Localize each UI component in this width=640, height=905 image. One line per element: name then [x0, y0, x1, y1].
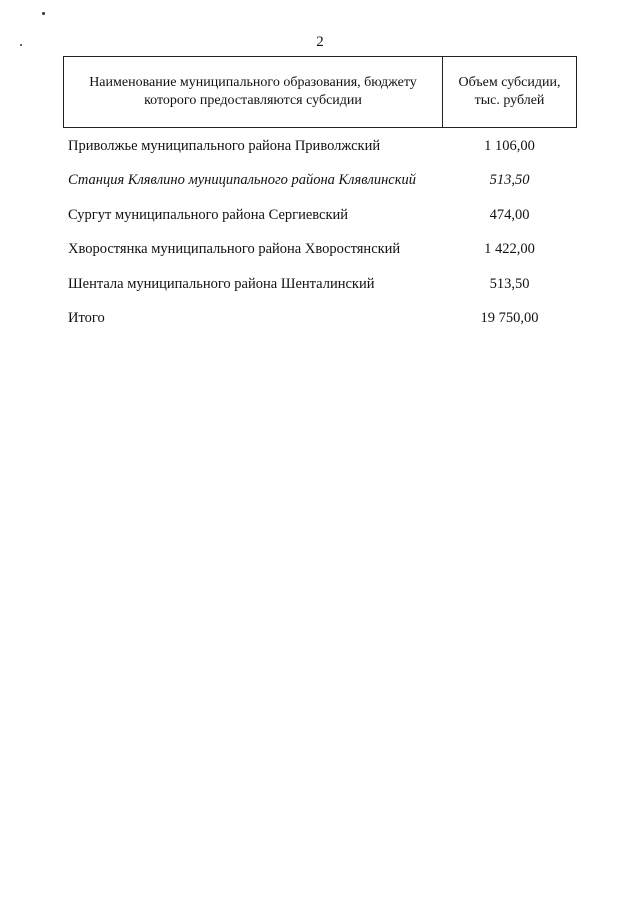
row-name: Приволжье муниципального района Приволжский [68, 137, 381, 154]
total-label: Итого [68, 310, 105, 327]
row-name: Станция Клявлино муниципального района Клявлинский [68, 172, 417, 189]
total-amount: 19 750,00 [480, 310, 539, 327]
table-row [68, 198, 577, 233]
column-header-amount: Объем субсидии, тыс. рублей [458, 75, 561, 108]
table-body [68, 129, 577, 336]
table-row [68, 129, 577, 164]
table-row-total [68, 302, 577, 337]
table-row [68, 267, 577, 302]
row-name: Хворостянка муниципального района Хворостянский [68, 241, 401, 258]
row-name: Сургут муниципального района Сергиевский [68, 206, 349, 223]
row-amount: 1 106,00 [484, 137, 535, 154]
row-amount: 513,50 [489, 275, 530, 292]
row-amount: 1 422,00 [484, 241, 535, 258]
table-row [68, 233, 577, 268]
page-number: 2 [316, 34, 324, 50]
row-amount: 513,50 [489, 172, 530, 189]
row-name: Шентала муниципального района Шенталинский [68, 275, 375, 292]
column-header-name: Наименование муниципального образования, бюджету которого предоставляются субсидии [64, 57, 443, 127]
table-header [63, 56, 577, 128]
table-row [68, 164, 577, 199]
row-amount: 474,00 [489, 206, 530, 223]
scan-speck [42, 12, 45, 15]
